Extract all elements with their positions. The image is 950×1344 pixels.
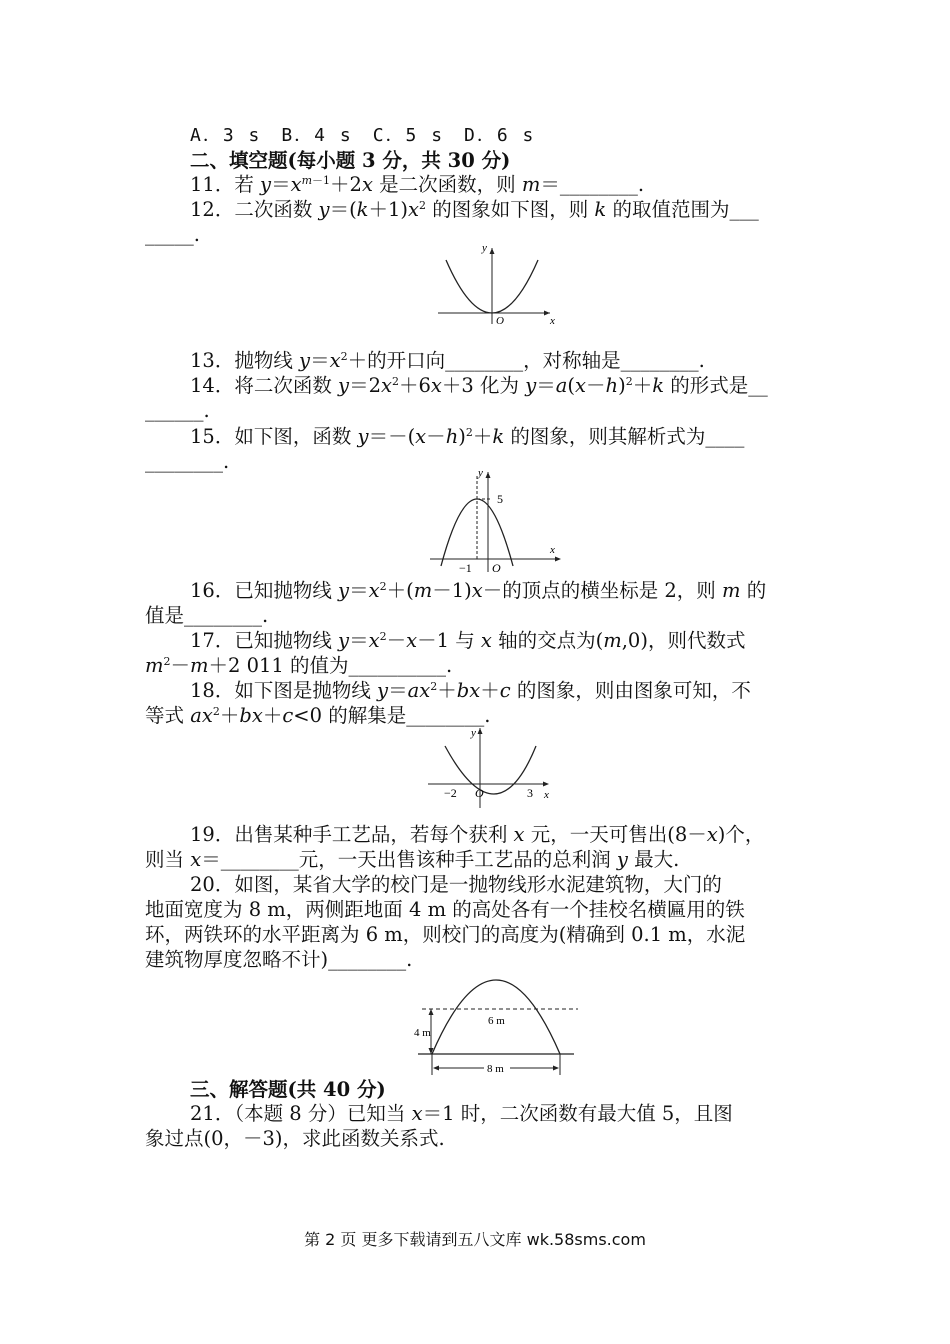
question-21: 21．（本题 8 分）已知当 x＝1 时，二次函数有最大值 5，且图	[190, 1102, 733, 1125]
figure-18-parabola	[420, 722, 560, 812]
figure-20-gate	[410, 962, 590, 1080]
section3-heading: 三、解答题(共 40 分)	[190, 1078, 386, 1101]
question-19-cont: 则当 x＝________元，一天出售该种手工艺品的总利润 y 最大.	[145, 848, 680, 871]
fig18-tick-right: 3	[527, 786, 533, 800]
fig12-x-label: x	[550, 315, 555, 325]
question-17-cont: $m^2-m+2$ 011 的值为__________.	[145, 654, 453, 677]
question-17: 17．已知抛物线 $y=x^2-x-1$ 与 x 轴的交点为(m,0)，则代数式	[190, 629, 746, 652]
fig12-y-label: y	[482, 242, 487, 254]
question-20-line4: 建筑物厚度忽略不计)________.	[145, 948, 413, 971]
fig18-tick-left: −2	[444, 786, 457, 800]
question-12: 12．二次函数 $y=(k+1)x^2$ 的图象如下图，则 k 的取值范围为___	[190, 198, 759, 221]
question-18-cont: 等式 $ax^2+bx+c<0$ 的解集是________.	[145, 704, 491, 727]
fig20-top-width-label: 6 m	[488, 1015, 505, 1027]
question-15-cont: ________.	[145, 450, 230, 473]
question-12-cont: _____.	[145, 223, 200, 246]
fig18-x-label: x	[544, 789, 549, 801]
q10-options: A．3 s B．4 s C．5 s D．6 s	[190, 125, 536, 146]
fig15-tick-y: 5	[497, 492, 503, 506]
question-11: 11．若 $y=x^{m-1}+2x$ 是二次函数，则 m＝________.	[190, 173, 645, 196]
question-20: 20．如图，某省大学的校门是一抛物线形水泥建筑物，大门的	[190, 873, 722, 896]
figure-15-parabola	[425, 466, 570, 574]
question-18: 18．如下图是抛物线 $y=ax^2+bx+c$ 的图象，则由图象可知，不	[190, 679, 751, 702]
question-16: 16．已知抛物线 $y=x^2+(m-1)x-$的顶点的横坐标是 2，则 m 的	[190, 579, 767, 602]
question-20-line2: 地面宽度为 8 m，两侧距地面 4 m 的高处各有一个挂校名横匾用的铁	[145, 898, 745, 921]
section2-heading: 二、填空题(每小题 3 分，共 30 分)	[190, 149, 511, 172]
fig15-tick-x: −1	[459, 561, 472, 574]
question-14: 14．将二次函数 $y=2x^2+6x+3$ 化为 $y=a(x-h)^2+k$ 的形式是__	[190, 374, 768, 397]
question-15: 15．如下图，函数 $y=-(x-h)^2+k$ 的图象，则其解析式为____	[190, 425, 745, 448]
question-16-cont: 值是________.	[145, 604, 269, 627]
fig18-origin-label: O	[475, 786, 484, 800]
question-21-cont: 象过点(0，－3)，求此函数关系式.	[145, 1127, 445, 1150]
fig20-base-width-label: 8 m	[487, 1063, 504, 1075]
fig20-height-label: 4 m	[414, 1027, 431, 1039]
fig18-y-label: y	[471, 727, 476, 739]
fig15-y-label: y	[478, 467, 483, 479]
question-14-cont: ______.	[145, 399, 210, 422]
fig15-x-label: x	[550, 544, 555, 556]
question-13: 13．抛物线 $y=x^2+$的开口向________，对称轴是________.	[190, 349, 705, 372]
figure-12-parabola	[430, 240, 560, 325]
fig15-origin-label: O	[492, 561, 501, 574]
question-20-line3: 环，两铁环的水平距离为 6 m，则校门的高度为(精确到 0.1 m，水泥	[145, 923, 746, 946]
fig12-origin-label: O	[496, 315, 504, 325]
question-19: 19．出售某种手工艺品，若每个获利 x 元，一天可售出(8－x)个，	[190, 823, 765, 846]
page-footer: 第 2 页 更多下载请到五八文库 wk.58sms.com	[304, 1230, 646, 1249]
